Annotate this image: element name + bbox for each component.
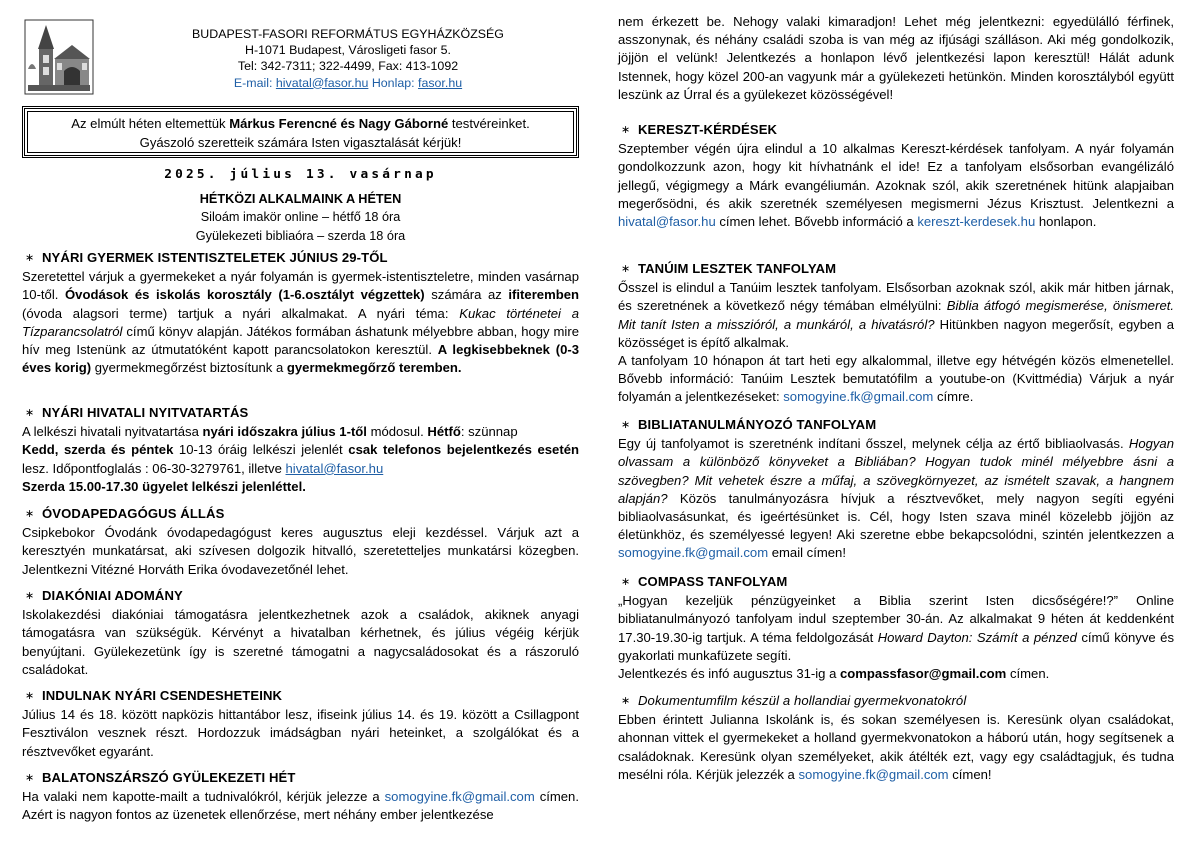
section-body: Ha valaki nem kapotte-mailt a tudnivalókról, kérjük jelezze a somogyine.fk@gmail.com címen. Azért is nagyon fontos az üzenetek ellenőrzése, mert néhány ember jelentkezése xyxy=(22,789,579,823)
section-compass xyxy=(618,573,1174,683)
bullet-icon: ∗ xyxy=(25,590,35,602)
section-title: ∗ COMPASS TANFOLYAM xyxy=(618,573,1174,592)
weekly-event-1: Siloám imakör online – hétfő 18 óra xyxy=(200,210,401,225)
section-body: Egy új tanfolyamot is szeretnénk indítani ősszel, melynek célja az értő bibliaolvasás. Hogyan olvassam a különböző könyveket a Bibliában? Hogyan tudok minél mélyebbre ásni a szövegben? Mit vehetek észre a műfaj, a szövegkörnyezet, az ismételt szavak, a hangnem alapján? Közös tanulmányozásra hívjuk a résztvevőket, mely nagyon segíti egyéni bibliaolvasásunkat, és igeértésünket is. Cél, hogy Isten szava minél közelebb jöjjön az életünkhöz, és személyessé legyen! Aki szeretne ebbe bekapcsolódni, szintén jelentkezzen a somogyine.fk@gmail.com email címen! xyxy=(618,436,1174,561)
email-link[interactable]: hivatal@fasor.hu xyxy=(275,75,369,90)
email-link[interactable]: somogyine.fk@gmail.com xyxy=(783,389,934,405)
web-label: Honlap: xyxy=(371,75,415,90)
bullet-icon: ∗ xyxy=(621,419,631,431)
section-bible-study xyxy=(618,416,1174,563)
section-body: Iskolakezdési diakóniai támogatásra jelentkezhetnek azok a családok, akiknek anyagi támogatásra van szükségük. Kérvényt a hivatalban kérhetnek, és július végéig kérjük benyújtani. Gyülekezetünk így is szeretné támogatni a nagycsaládosokat és a rászoruló családokat. xyxy=(22,607,579,677)
weekly-events xyxy=(22,190,579,245)
email-link[interactable]: somogyine.fk@gmail.com xyxy=(798,766,949,782)
email-link[interactable]: hivatal@fasor.hu xyxy=(285,460,384,476)
section-body: Csipkebokor Óvodánk óvodapedagógust keres augusztus eleji kezdéssel. Várjuk azt a keresztyén munkatársat, aki szívesen dolgozik hitvalló, szeretetteljes munkatársi közegben. Jelentkezni Vitézné Horváth Erika óvodavezetőnél lehet. xyxy=(22,525,579,577)
church-contact-block xyxy=(118,26,578,91)
email-link[interactable]: hivatal@fasor.hu xyxy=(618,214,716,230)
section-title: ∗ BIBLIATANULMÁNYOZÓ TANFOLYAM xyxy=(618,416,1174,435)
section-body: nem érkezett be. Nehogy valaki kimaradjon! Lehet még jelentkezni: egyedülálló férfinek, asszonynak, és néhány családi szoba is van még az ifjúsági szálláson. Aki még gondolkozik, jöjjön el velünk! Jelentkezés a honlapon lévő jelentkezési lapon keresztül! Hálát adunk Istennek, hogy közel 200-an vagyunk már a gyülekezeti hetünkön. Minden korosztályból együtt leszünk az Úrral és a gyülekezet közösségével! xyxy=(618,14,1174,102)
church-header xyxy=(22,15,579,99)
bullet-icon: ∗ xyxy=(621,576,631,588)
bullet-icon: ∗ xyxy=(621,124,631,136)
section-documentary xyxy=(618,692,1174,784)
email-link[interactable]: somogyine.fk@gmail.com xyxy=(618,545,769,561)
section-body: Szeptember végén újra elindul a 10 alkalmas Kereszt-kérdések tanfolyam. A nyár folyamán gondolkozzunk azon, hogy kit hívhatnánk el ide! Ez a tanfolyam elsősorban evangélizáló jellegű, végigmegy a Márk evangéliumán. Azoknak szól, akik szeretnének hitünk alapjaiban megerősödni, és akik szeretnék személyesen megismerni Jézus Krisztust. Jelentkezni a hivatal@fasor.hu címen lehet. Bővebb információ a kereszt-kerdesek.hu honlapon. xyxy=(618,141,1174,230)
email-link[interactable]: somogyine.fk@gmail.com xyxy=(384,789,535,805)
section-quiet-weeks xyxy=(22,687,579,761)
section-body: „Hogyan kezeljük pénzügyeinket a Biblia szerint Isten dicsőségére!?” Online bibliatanulmányozó tanfolyam indul szeptember 30-án. Az alkalmakat 9 héten át keddenként 17.30-19.30-ig tartjuk. A téma feldolgozását Howard Dayton: Számít a pénzed című könyve és gyakorlati munkafüzete segíti. xyxy=(618,593,1174,663)
church-logo-icon xyxy=(24,19,94,95)
section-title: ∗ TANÚIM LESZTEK TANFOLYAM xyxy=(618,260,1174,279)
section-title: ∗ KERESZT-KÉRDÉSEK xyxy=(618,121,1174,140)
bullet-icon: ∗ xyxy=(621,695,631,707)
bullet-icon: ∗ xyxy=(25,252,35,264)
org-phone: Tel: 342-7311; 322-4499, Fax: 413-1092 xyxy=(237,59,459,74)
section-title: ∗ NYÁRI GYERMEK ISTENTISZTELETEK JÚNIUS 29-TŐL xyxy=(22,249,579,268)
section-balaton xyxy=(22,769,579,825)
org-links xyxy=(118,75,578,91)
org-name: BUDAPEST-FASORI REFORMÁTUS EGYHÁZKÖZSÉG xyxy=(192,27,504,41)
bulletin-date: 2025. július 13. vasárnap xyxy=(164,167,437,182)
section-body: Ebben érintett Julianna Iskolánk is, és sokan személyesen is. Keresünk olyan családokat, ahonnan vittek el gyermekeket a holland gyermekvonatokon a háború után, hogy segítsenek a családoknak. Keresünk olyan személyeket, akik átélték ezt, vagy egy családtagjuk, és tudna mesélni róla. Kérjük jelezzék a somogyine.fk@gmail.com címen! xyxy=(618,712,1174,782)
section-title: ∗ Dokumentumfilm készül a hollandiai gyermekvonatokról xyxy=(618,692,1174,711)
bullet-icon: ∗ xyxy=(25,407,35,419)
section-title: ∗ BALATONSZÁRSZÓ GYÜLEKEZETI HÉT xyxy=(22,769,579,788)
section-body-2: Jelentkezés és infó augusztus 31-ig a compassfasor@gmail.com címen. xyxy=(618,666,1050,682)
section-summer-children xyxy=(22,249,579,377)
mourning-line-2: Gyászoló szeretteik számára Isten vigasztalását kérjük! xyxy=(139,134,462,150)
section-diaconal xyxy=(22,587,579,679)
bullet-icon: ∗ xyxy=(25,772,35,784)
weekly-events-title: HÉTKÖZI ALKALMAINK A HÉTEN xyxy=(199,192,402,206)
section-body: Július 14 és 18. között napközis hittantábor lesz, ifiseink július 14. és 19. között a Csillagpont Fesztiválon vesznek részt. Hordozzuk imádságban nyári heteinket, a szolgálókat és a résztvevőket egyaránt. xyxy=(22,707,579,759)
section-office-hours xyxy=(22,404,579,496)
section-body: A lelkészi hivatali nyitvatartása nyári időszakra július 1-től módosul. Hétfő: szünnap Kedd, szerda és péntek 10-13 óráig lelkészi jelenlét csak telefonos bejelentkezés esetén lesz. Időpontfoglalás : 06-30-3279761, illetve hivatal@fasor.hu Szerda 15.00-17.30 ügyelet lelkészi jelenléttel. xyxy=(22,424,579,494)
bullet-icon: ∗ xyxy=(25,690,35,702)
deceased-names: Márkus Ferencné és Nagy Gáborné xyxy=(229,116,449,131)
website-link[interactable]: fasor.hu xyxy=(418,75,463,90)
mourning-line-1: Az elmúlt héten eltemettük Márkus Ferencné és Nagy Gáborné testvéreinket. xyxy=(71,116,530,131)
email-link[interactable]: compassfasor@gmail.com xyxy=(840,666,1007,682)
email-label: E-mail: xyxy=(233,75,273,90)
mourning-notice xyxy=(22,106,579,158)
section-body: Ősszel is elindul a Tanúim lesztek tanfolyam. Elsősorban azoknak szól, akik már hitben járnak, és szeretnének a következő négy témában elmélyülni: Biblia átfogó megismerése, önismeret. Mit tanít Isten a misszióról, a munkáról, a hivatásról? Hitünkben nagyon megerősít, egyben a közösséget is építő alkalmak. xyxy=(618,280,1174,350)
section-title: ∗ DIAKÓNIAI ADOMÁNY xyxy=(22,587,579,606)
weekly-event-2: Gyülekezeti bibliaóra – szerda 18 óra xyxy=(195,228,406,243)
section-cross-questions xyxy=(618,121,1174,231)
section-title: ∗ ÓVODAPEDAGÓGUS ÁLLÁS xyxy=(22,505,579,524)
section-title: ∗ NYÁRI HIVATALI NYITVATARTÁS xyxy=(22,404,579,423)
section-body-2: A tanfolyam 10 hónapon át tart heti egy alkalommal, illetve egy hétvégén közös elmenetellel. Bővebb információ: Tanúim Lesztek bemutatófilm a youtube-on (Kvittmédia) Várjuk a nyár folyamán a jelentkezéseket: somogyine.fk@gmail.com címre. xyxy=(618,353,1174,405)
bullet-icon: ∗ xyxy=(621,263,631,275)
section-balaton-continued xyxy=(618,13,1174,104)
section-tanuim xyxy=(618,260,1174,407)
bullet-icon: ∗ xyxy=(25,508,35,520)
section-title: ∗ INDULNAK NYÁRI CSENDESHETEINK xyxy=(22,687,579,706)
org-address: H-1071 Budapest, Városligeti fasor 5. xyxy=(245,43,451,58)
website-link[interactable]: kereszt-kerdesek.hu xyxy=(917,214,1036,230)
section-body: Szeretettel várjuk a gyermekeket a nyár folyamán is gyermek-istentiszteletre, minden vasárnap 10-től. Óvodások és iskolás korosztály (1-6.osztályt végzettek) számára az ifiteremben (óvoda alagsori terme) tartjuk a nyári alkalmakat. A nyári téma: Kukac történetei a Tízparancsolatról című könyv alapján. Játékos formában áshatunk mélyebbre abban, hogy mire hív meg Istenünk az útmutatóként kapott parancsolatokon keresztül. A legkisebbeknek (0-3 éves korig) gyermekmegőrzést biztosítunk a gyermekmegőrző teremben. xyxy=(22,269,579,376)
section-kindergarten xyxy=(22,505,579,579)
